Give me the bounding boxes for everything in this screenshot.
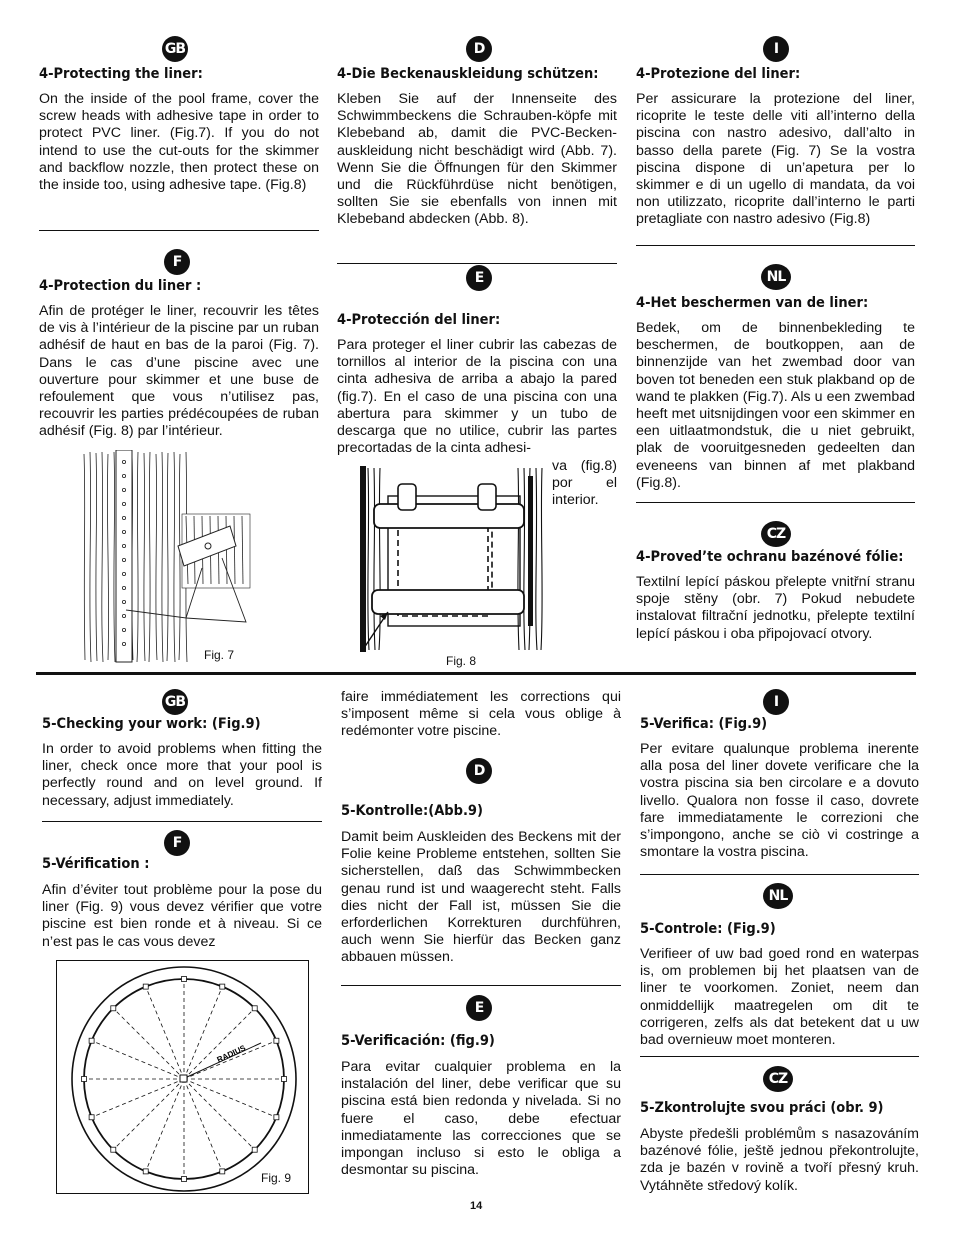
section-text: Afin d’éviter tout problème pour la pose du liner (Fig. 9) vous devez vérifier que votre piscine est bien ronde et à niveau. Si ce n’est pas le cas vous devez [42,882,322,950]
section-text: Para proteger el liner cubrir las cabezas de tornillos al interior de la piscina con una cinta adhesiva de arriba a abajo la pared (fig.7). En el caso de una piscina con una abertura para skimmer y un tubo de descarga que no utilice, cubrir las partes precortadas de la cinta adhesi- [337,337,617,457]
section-text-cont: faire immédiatement les corrections qui s’imposent même si cela vous oblige à redémonter votre piscine. [341,689,621,740]
section-title: 4-Protezione del liner: [636,66,801,82]
radius-label: RADIUS [215,1043,248,1065]
radius-spoke [113,1008,184,1079]
radius-spoke [184,1079,255,1150]
upright-post [89,1115,94,1120]
page-number: 14 [470,1200,483,1212]
figure-8-label: Fig. 8 [446,654,477,668]
lang-badge-cz: CZ [763,1066,793,1092]
lang-badge-i: I [763,689,789,715]
upright-post [220,1169,225,1174]
lang-badge-cz: CZ [761,521,791,547]
section-title: 4-Protecting the liner: [39,66,203,82]
upright-post [220,984,225,989]
section-title: 5-Kontrolle:(Abb.9) [341,803,483,819]
lang-badge-e: E [466,995,492,1021]
figure-7-label: Fig. 7 [204,648,235,662]
section-title: 4-Proved’te ochranu bazénové fólie: [636,549,904,565]
section-text: Para evitar cualquier problema en la instalación del liner, debe verificar que su piscina está bien redonda y nivelada. Si no fuere el caso, debe efectuar inmediatamente las correcciones que se impongan incluso si esto le obliga a desmontar su piscina. [341,1059,621,1179]
section-title: 4-Protection du liner : [39,278,202,294]
section-title: 5-Vérification : [42,856,150,872]
figure-9 [56,960,309,1194]
lang-badge-e: E [466,265,492,291]
upright-post [111,1006,116,1011]
upright-post [182,1177,187,1182]
upright-post [282,1077,287,1082]
lang-badge-i: I [763,36,789,62]
upright-post [252,1006,257,1011]
section-text: Afin de protéger le liner, recouvrir les têtes de vis à l’intérieur de la piscine par un ruban adhésif de haut en bas de la paroi (Fig. 7). Dans le cas d’une piscine avec une ouverture pour skimmer et une buse de refoulement que vous n’utilisez pas, recouvrir les parties prédécoupées de ruban adhésif (Fig. 8) par l’intérieur. [39,303,319,440]
section-text: In order to avoid problems when fitting the liner, check once more that your pool is perfectly round and on level ground. If necessary, adjust immediately. [42,741,322,809]
section-divider [36,672,916,675]
lang-badge-f: F [164,249,190,275]
divider [341,985,621,986]
lang-badge-nl: NL [761,264,791,290]
lang-badge-gb: GB [162,689,188,715]
upright-post [89,1038,94,1043]
section-text-end: va (fig.8) por el interior. [552,458,617,509]
radius-spoke [113,1079,184,1150]
upright-post [182,977,187,982]
section-title: 5-Checking your work: (Fig.9) [42,716,261,732]
section-text: Bedek, om de binnenbekleding te beschermen, de boutkoppen, aan de binnenzijde van het zwembad door van boven tot beneden een stuk plakband op de wand te plakken (Fig.7). Als u een zwembad heeft met uitsnijdingen voor een skimmer en een uitlaatmondstuk, die u niet gebruikt, plak de vooruitgesneden gedeelten dan eveneens van binnen af met plakband (Fig.8). [636,320,915,491]
lang-badge-nl: NL [763,883,793,909]
upright-post [274,1038,279,1043]
lang-badge-d: D [466,758,492,784]
divider [640,874,919,875]
section-text: Abyste předešli problémům s nasazováním bazénové fólie, ještě jednou překontrolujte, zda je bazén v rovině a tvoří přesný kruh. Vytáhněte středový kolík. [640,1126,919,1194]
lang-badge-d: D [466,36,492,62]
upright-post [143,984,148,989]
section-title: 5-Controle: (Fig.9) [640,921,776,937]
section-title: 4-Het beschermen van de liner: [636,295,869,311]
section-text: Per evitare qualunque problema inerente alla posa del liner dovete verificare che la vostra piscina sia ben circolare e a dovuto livello. Qualora non fosse il caso, dovrete fare immediatamente le correzioni che s’impongono, anche se ciò vi costringe a smontare la vostra piscina. [640,741,919,861]
figure-9-label: Fig. 9 [261,1171,292,1185]
section-text: On the inside of the pool frame, cover the screw heads with adhesive tape in order to protect PVC liner. (Fig.7). If you do not intend to use the cut-outs for the skimmer and backflow nozzle, then protect these on the inside too, using adhesive tape. (Fig.8) [39,91,319,194]
upright-post [82,1077,87,1082]
section-text: Textilní lepící páskou přelepte vnitřní stranu spoje stěny (obr. 7) Pokud nebudete instalovat filtrační jednotku, přelepte textilní lepící páskou i oba připojovací otvory. [636,574,915,642]
upright-post [111,1147,116,1152]
section-title: 4-Die Beckenauskleidung schützen: [337,66,599,82]
upright-post [143,1169,148,1174]
section-text: Verifieer of uw bad goed rond en waterpas is, om problemen bij het plaatsen van de liner te voorkomen. Zoniet, neem dan onmiddellijk maatregelen om dit te corrigeren, zelfs als dat betekent dat u uw bad overnieuw moet monteren. [640,946,919,1049]
lang-badge-f: F [164,830,190,856]
lang-badge-gb: GB [162,36,188,62]
divider [640,1056,919,1057]
section-title: 5-Verificación: (fig.9) [341,1033,495,1049]
section-text: Per assicurare la protezione del liner, ricoprite le teste delle viti all’interno della piscina con nastro adesivo, dall’alto in basso della parete (Fig. 7) Se la vostra piscina dispone di un’apetura per lo skimmer e di un ugello di mandata, da voi non utilizzato, ricoprite dall’interno le parti pretagliate con nastro adesivo (Fig.8) [636,91,915,228]
figure-7 [82,450,256,664]
divider [42,821,322,822]
divider [636,502,915,503]
divider [636,245,915,246]
figure-8 [358,466,548,652]
section-title: 5-Zkontrolujte svou práci (obr. 9) [640,1100,884,1116]
section-title: 4-Protección del liner: [337,312,501,328]
section-title: 5-Verifica: (Fig.9) [640,716,768,732]
section-text: Kleben Sie auf der Innenseite des Schwimmbeckens die Schrauben-köpfe mit Klebeband ab, damit die PVC-Becken-auskleidung nicht beschädigt wird (Abb. 7). Wenn Sie die Öffnungen für den Skimmer und die Rückführdüse nicht benötigen, sollten Sie sie ebenfalls von innen mit Klebeband abdecken (Abb. 8). [337,91,617,228]
section-text: Damit beim Auskleiden des Beckens mit der Folie keine Probleme entstehen, sollten Sie sicherstellen, daß das Schwimmbecken genau rund ist und waagerecht steht. Falls dies nicht der Fall ist, müssen Sie die erforderlichen Korrekturen durchführen, auch wenn Sie hierfür das Becken ganz abbauen müssen. [341,829,621,966]
radius-spoke [184,1008,255,1079]
upright-post [274,1115,279,1120]
upright-post [252,1147,257,1152]
divider [39,230,319,231]
